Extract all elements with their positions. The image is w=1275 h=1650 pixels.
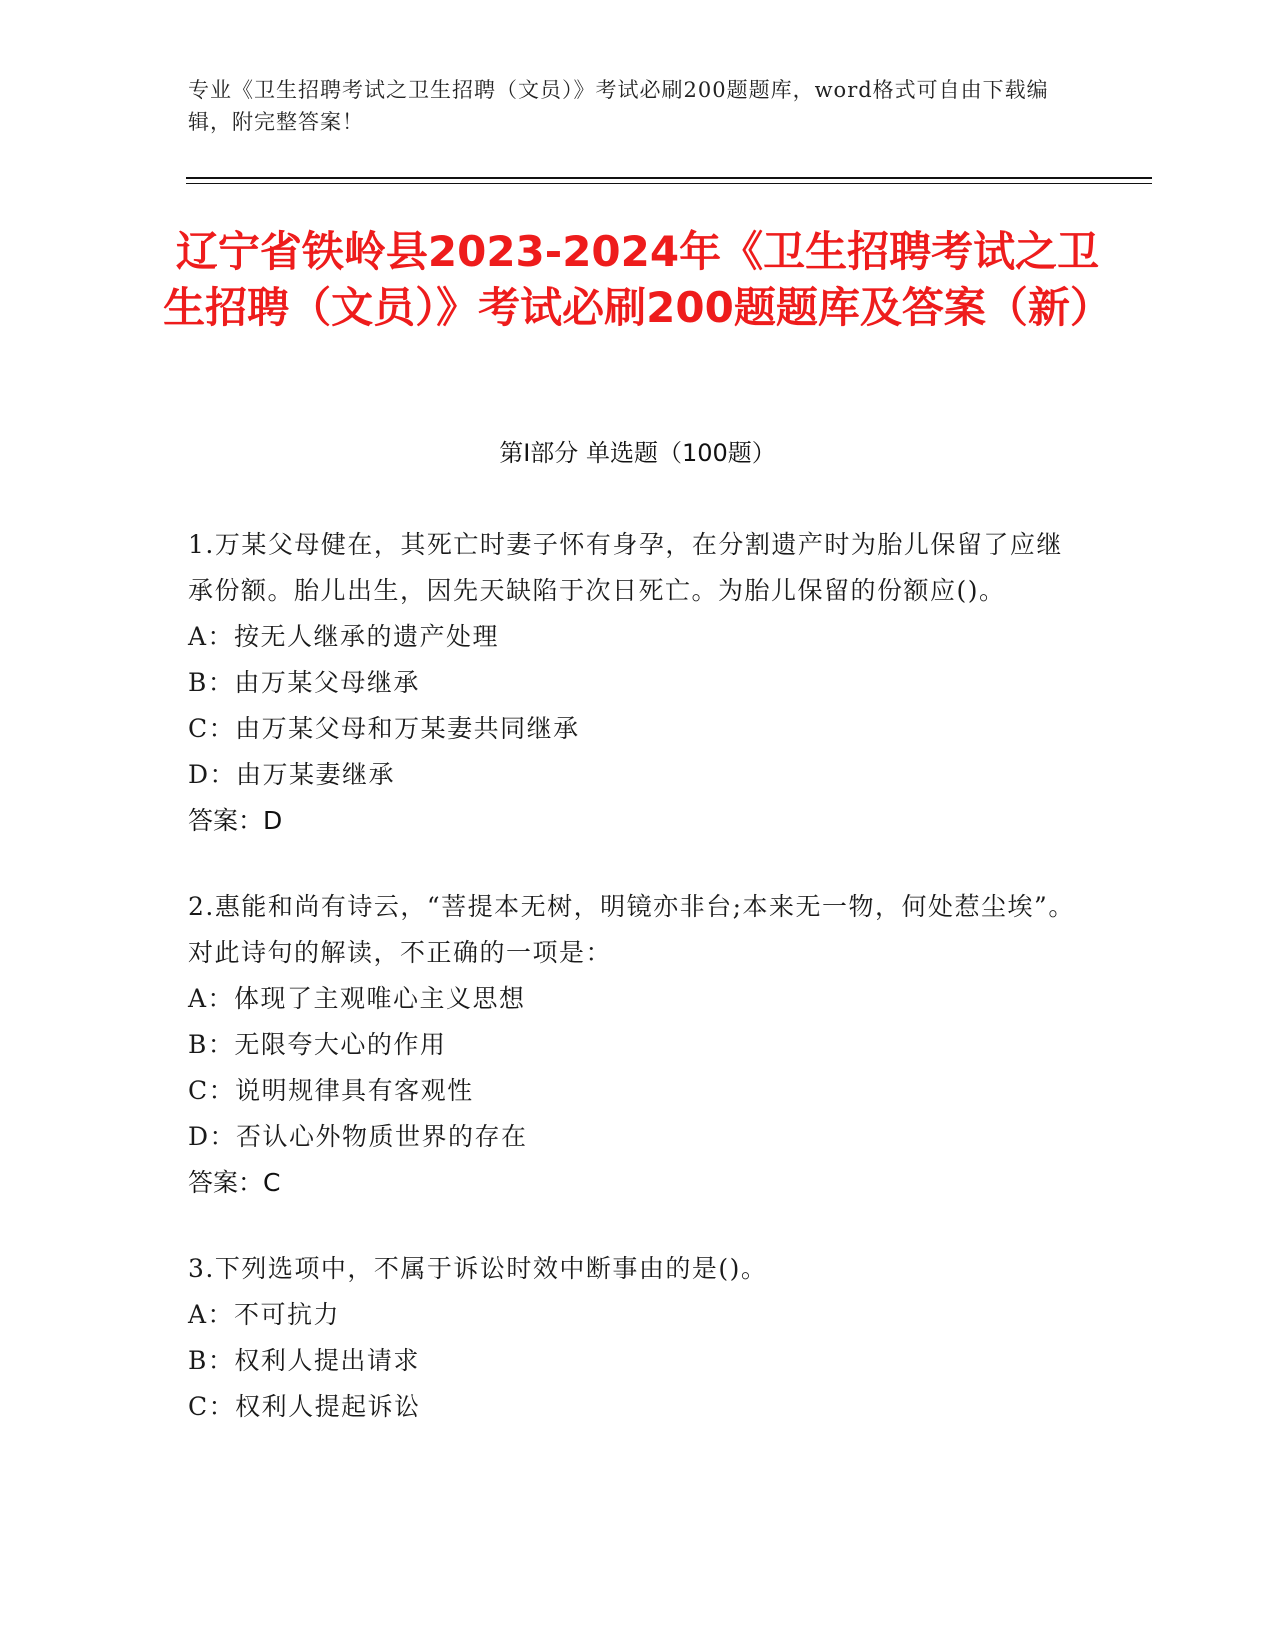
answer: 答案：D bbox=[188, 806, 283, 835]
option-d: D：由万某妻继承 bbox=[188, 760, 396, 789]
option-b: B：权利人提出请求 bbox=[188, 1346, 420, 1375]
question-1 bbox=[188, 522, 1088, 844]
question-2 bbox=[188, 884, 1088, 1206]
option-c: C：说明规律具有客观性 bbox=[188, 1076, 474, 1105]
option-c: C：由万某父母和万某妻共同继承 bbox=[188, 714, 580, 743]
header-rule-thick bbox=[186, 177, 1152, 179]
option-d: D：否认心外物质世界的存在 bbox=[188, 1122, 528, 1151]
document-title: 辽宁省铁岭县2023-2024年《卫生招聘考试之卫生招聘（文员）》考试必刷200题题库及答案（新） bbox=[163, 227, 1112, 332]
question-3 bbox=[188, 1246, 1088, 1430]
option-a: A：体现了主观唯心主义思想 bbox=[188, 984, 526, 1013]
section-title: 第Ⅰ部分 单选题（100题） bbox=[499, 439, 776, 467]
option-c: C：权利人提起诉讼 bbox=[188, 1392, 421, 1421]
option-a: A：按无人继承的遗产处理 bbox=[188, 622, 500, 651]
question-text: 3.下列选项中，不属于诉讼时效中断事由的是()。 bbox=[188, 1254, 768, 1283]
option-b: B：由万某父母继承 bbox=[188, 668, 420, 697]
question-text: 2.惠能和尚有诗云，“菩提本无树，明镜亦非台;本来无一物，何处惹尘埃”。对此诗句的解读，不正确的一项是： bbox=[188, 892, 1075, 967]
header-note: 专业《卫生招聘考试之卫生招聘（文员）》考试必刷200题题库，word格式可自由下载编辑，附完整答案！ bbox=[188, 78, 1049, 134]
option-b: B：无限夸大心的作用 bbox=[188, 1030, 447, 1059]
header-rule-thin bbox=[186, 183, 1152, 184]
option-a: A：不可抗力 bbox=[188, 1300, 341, 1329]
question-list bbox=[188, 522, 1088, 1470]
question-text: 1.万某父母健在，其死亡时妻子怀有身孕，在分割遗产时为胎儿保留了应继承份额。胎儿出生，因先天缺陷于次日死亡。为胎儿保留的份额应()。 bbox=[188, 530, 1063, 605]
answer: 答案：C bbox=[188, 1168, 281, 1197]
